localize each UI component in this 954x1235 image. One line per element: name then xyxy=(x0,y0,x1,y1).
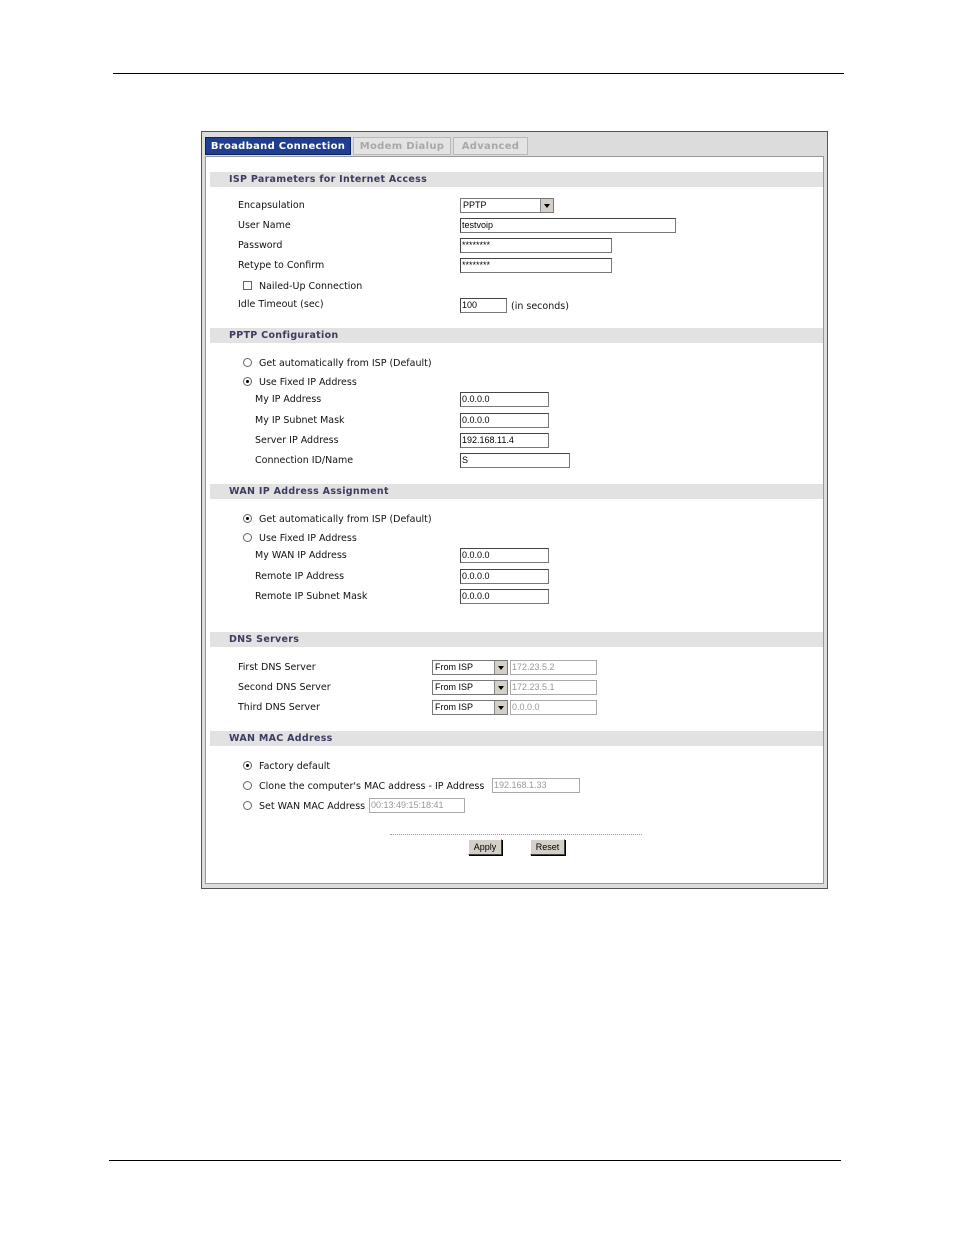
pptp-fixed-radio[interactable] xyxy=(243,377,252,386)
footer-rule xyxy=(109,1160,841,1161)
retype-label: Retype to Confirm xyxy=(238,260,325,271)
pptp-conn-input[interactable]: S xyxy=(460,453,570,468)
mac-set-input[interactable]: 00:13:49:15:18:41 xyxy=(369,798,465,813)
pptp-conn-label: Connection ID/Name xyxy=(255,455,354,466)
apply-button[interactable]: Apply xyxy=(468,839,502,855)
username-input[interactable]: testvoip xyxy=(460,218,676,233)
dns-first-input[interactable]: 172.23.5.2 xyxy=(510,660,597,675)
encapsulation-select[interactable] xyxy=(460,198,554,213)
mac-set-radio[interactable] xyxy=(243,801,252,810)
dns-third-label: Third DNS Server xyxy=(238,702,320,713)
wan-remote-mask-input[interactable]: 0.0.0.0 xyxy=(460,589,549,604)
pptp-my-ip-label: My IP Address xyxy=(255,394,322,405)
pptp-my-ip-input[interactable]: 0.0.0.0 xyxy=(460,392,549,407)
nailed-up-checkbox[interactable] xyxy=(243,281,252,290)
retype-input[interactable]: ******** xyxy=(460,258,612,273)
dns-second-label: Second DNS Server xyxy=(238,682,331,693)
mac-clone-radio[interactable] xyxy=(243,781,252,790)
mac-factory-label: Factory default xyxy=(259,761,331,772)
section-header-isp: ISP Parameters for Internet Access xyxy=(210,172,823,187)
pptp-mask-input[interactable]: 0.0.0.0 xyxy=(460,413,549,428)
nailed-up-label: Nailed-Up Connection xyxy=(259,281,363,292)
idle-timeout-label: Idle Timeout (sec) xyxy=(238,299,324,310)
dns-third-mode-select[interactable] xyxy=(432,700,508,715)
mac-factory-radio[interactable] xyxy=(243,761,252,770)
pptp-auto-label: Get automatically from ISP (Default) xyxy=(259,358,432,369)
wan-fixed-radio[interactable] xyxy=(243,533,252,542)
tab-advanced[interactable]: Advanced xyxy=(453,137,528,155)
section-header-wan-ip: WAN IP Address Assignment xyxy=(210,484,823,499)
wan-fixed-label: Use Fixed IP Address xyxy=(259,533,357,544)
tab-modem-dialup[interactable]: Modem Dialup xyxy=(353,137,451,155)
idle-timeout-unit: (in seconds) xyxy=(511,301,569,312)
username-label: User Name xyxy=(238,220,291,231)
chevron-down-icon xyxy=(494,661,507,674)
reset-button[interactable]: Reset xyxy=(530,839,565,855)
mac-clone-ip-input[interactable]: 192.168.1.33 xyxy=(492,778,580,793)
button-divider xyxy=(390,834,642,835)
wan-my-ip-input[interactable]: 0.0.0.0 xyxy=(460,548,549,563)
dns-third-input[interactable]: 0.0.0.0 xyxy=(510,700,597,715)
password-input[interactable]: ******** xyxy=(460,238,612,253)
encapsulation-selected: PPTP xyxy=(463,200,487,210)
router-config-window xyxy=(201,131,828,889)
mac-clone-label: Clone the computer's MAC address - IP Address xyxy=(259,781,485,792)
wan-auto-radio[interactable] xyxy=(243,514,252,523)
pptp-auto-radio[interactable] xyxy=(243,358,252,367)
wan-auto-label: Get automatically from ISP (Default) xyxy=(259,514,432,525)
pptp-mask-label: My IP Subnet Mask xyxy=(255,415,345,426)
password-label: Password xyxy=(238,240,283,251)
chevron-down-icon xyxy=(494,681,507,694)
section-header-pptp: PPTP Configuration xyxy=(210,328,823,343)
dns-second-mode-select[interactable] xyxy=(432,680,508,695)
dns-first-label: First DNS Server xyxy=(238,662,316,673)
wan-my-ip-label: My WAN IP Address xyxy=(255,550,347,561)
config-panel xyxy=(205,156,824,884)
wan-remote-mask-label: Remote IP Subnet Mask xyxy=(255,591,368,602)
wan-remote-ip-input[interactable]: 0.0.0.0 xyxy=(460,569,549,584)
dns-first-mode-select[interactable] xyxy=(432,660,508,675)
pptp-fixed-label: Use Fixed IP Address xyxy=(259,377,357,388)
section-header-dns: DNS Servers xyxy=(210,632,823,647)
encapsulation-label: Encapsulation xyxy=(238,200,305,211)
header-rule xyxy=(113,73,844,74)
dns-second-input[interactable]: 172.23.5.1 xyxy=(510,680,597,695)
section-header-wan-mac: WAN MAC Address xyxy=(210,731,823,746)
wan-remote-ip-label: Remote IP Address xyxy=(255,571,345,582)
chevron-down-icon xyxy=(494,701,507,714)
chevron-down-icon xyxy=(540,199,553,212)
mac-set-label: Set WAN MAC Address xyxy=(259,801,366,812)
idle-timeout-input[interactable]: 100 xyxy=(460,298,507,313)
tab-broadband-connection[interactable]: Broadband Connection xyxy=(205,137,351,155)
pptp-server-input[interactable]: 192.168.11.4 xyxy=(460,433,549,448)
dns-first-mode-value: From ISP xyxy=(435,662,474,672)
dns-third-mode-value: From ISP xyxy=(435,702,474,712)
pptp-server-label: Server IP Address xyxy=(255,435,339,446)
dns-second-mode-value: From ISP xyxy=(435,682,474,692)
